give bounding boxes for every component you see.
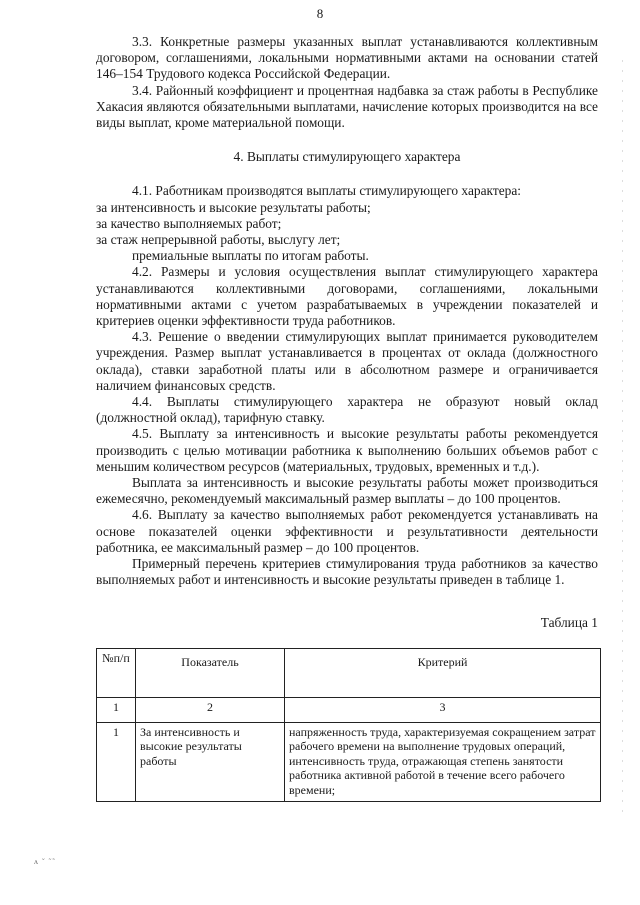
paragraph-4-5: 4.5. Выплату за интенсивность и высокие результаты работы рекомендуется производить с целью мотивации работника к выполнению больших объемов работ с меньшим количеством ресурсов (материальных, трудовых, временных и т.д.). — [96, 426, 598, 474]
paragraph-4-2: 4.2. Размеры и условия осуществления выплат стимулирующего характера устанавливаются коллективными договорами, соглашениями, локальными нормативными актами с учетом разрабатываемых в учреждении показателей и критериев оценки эффективности труда работников. — [96, 264, 598, 329]
row-number-cell: 1 — [97, 722, 136, 801]
header-cell-indicator: Показатель — [136, 648, 285, 697]
table-caption: Таблица 1 — [540, 614, 598, 630]
list-item: за качество выполняемых работ; — [96, 215, 282, 231]
scan-artifact-marks: ʌ ˘ ˜˜ — [34, 857, 56, 866]
paragraph-4-5-continued: Выплата за интенсивность и высокие результаты работы может производиться ежемесячно, рекомендуемый максимальный размер выплаты – до 100 процентов. — [96, 475, 598, 507]
table-header-row — [97, 648, 601, 697]
header-cell-number: №п/п — [97, 648, 136, 697]
binding-margin-marks — [622, 60, 623, 820]
criterion-cell: напряженность труда, характеризуемая сокращением затрат рабочего времени на выполнение трудовых операций, интенсивность труда, отражающая степень занятости работника активной работой в течение всего рабочего времени; — [285, 722, 601, 801]
paragraph-3-4: 3.4. Районный коэффициент и процентная надбавка за стаж работы в Республике Хакасия являются обязательными выплатами, начисление которых производится на все виды выплат, кроме материальной помощи. — [96, 82, 598, 131]
column-number-cell: 2 — [136, 697, 285, 722]
paragraph-4-3: 4.3. Решение о введении стимулирующих выплат принимается руководителем учреждения. Размер выплат устанавливается в процентах от оклада (должностного оклада), ставки заработной платы или в абсолютном размере и ограничивается наличием финансовых средств. — [96, 329, 598, 393]
paragraph-4-4: 4.4. Выплаты стимулирующего характера не образуют новый оклад (должностной оклад), тарифную ставку. — [96, 394, 598, 426]
table-row — [97, 722, 601, 801]
document-body — [96, 34, 598, 802]
list-item: за стаж непрерывной работы, выслугу лет; — [96, 232, 341, 248]
section-title: 4. Выплаты стимулирующего характера — [233, 149, 461, 165]
table-column-number-row — [97, 697, 601, 722]
criteria-table — [96, 648, 601, 802]
paragraph-4-6: 4.6. Выплату за качество выполняемых работ рекомендуется устанавливать на основе показателей оценки эффективности и результативности деятельности работника, ее максимальный размер – до 100 процентов. — [96, 507, 598, 555]
page-number: 8 — [316, 6, 324, 21]
column-number-cell: 3 — [285, 697, 601, 722]
indicator-cell: За интенсивность и высокие результаты работы — [136, 722, 285, 801]
paragraph-table-reference: Примерный перечень критериев стимулирования труда работников за качество выполняемых работ и интенсивность и высокие результаты приведен в таблице 1. — [96, 556, 598, 588]
column-number-cell: 1 — [97, 697, 136, 722]
paragraph-4-1: 4.1. Работникам производятся выплаты стимулирующего характера: — [132, 183, 522, 199]
list-item: за интенсивность и высокие результаты работы; — [96, 199, 371, 215]
list-item: премиальные выплаты по итогам работы. — [132, 248, 369, 264]
header-cell-criterion: Критерий — [285, 648, 601, 697]
paragraph-3-3: 3.3. Конкретные размеры указанных выплат устанавливаются коллективным договором, соглашениями, локальными нормативными актами на основании статей 146–154 Трудового кодекса Российской Федерации. — [96, 34, 598, 82]
